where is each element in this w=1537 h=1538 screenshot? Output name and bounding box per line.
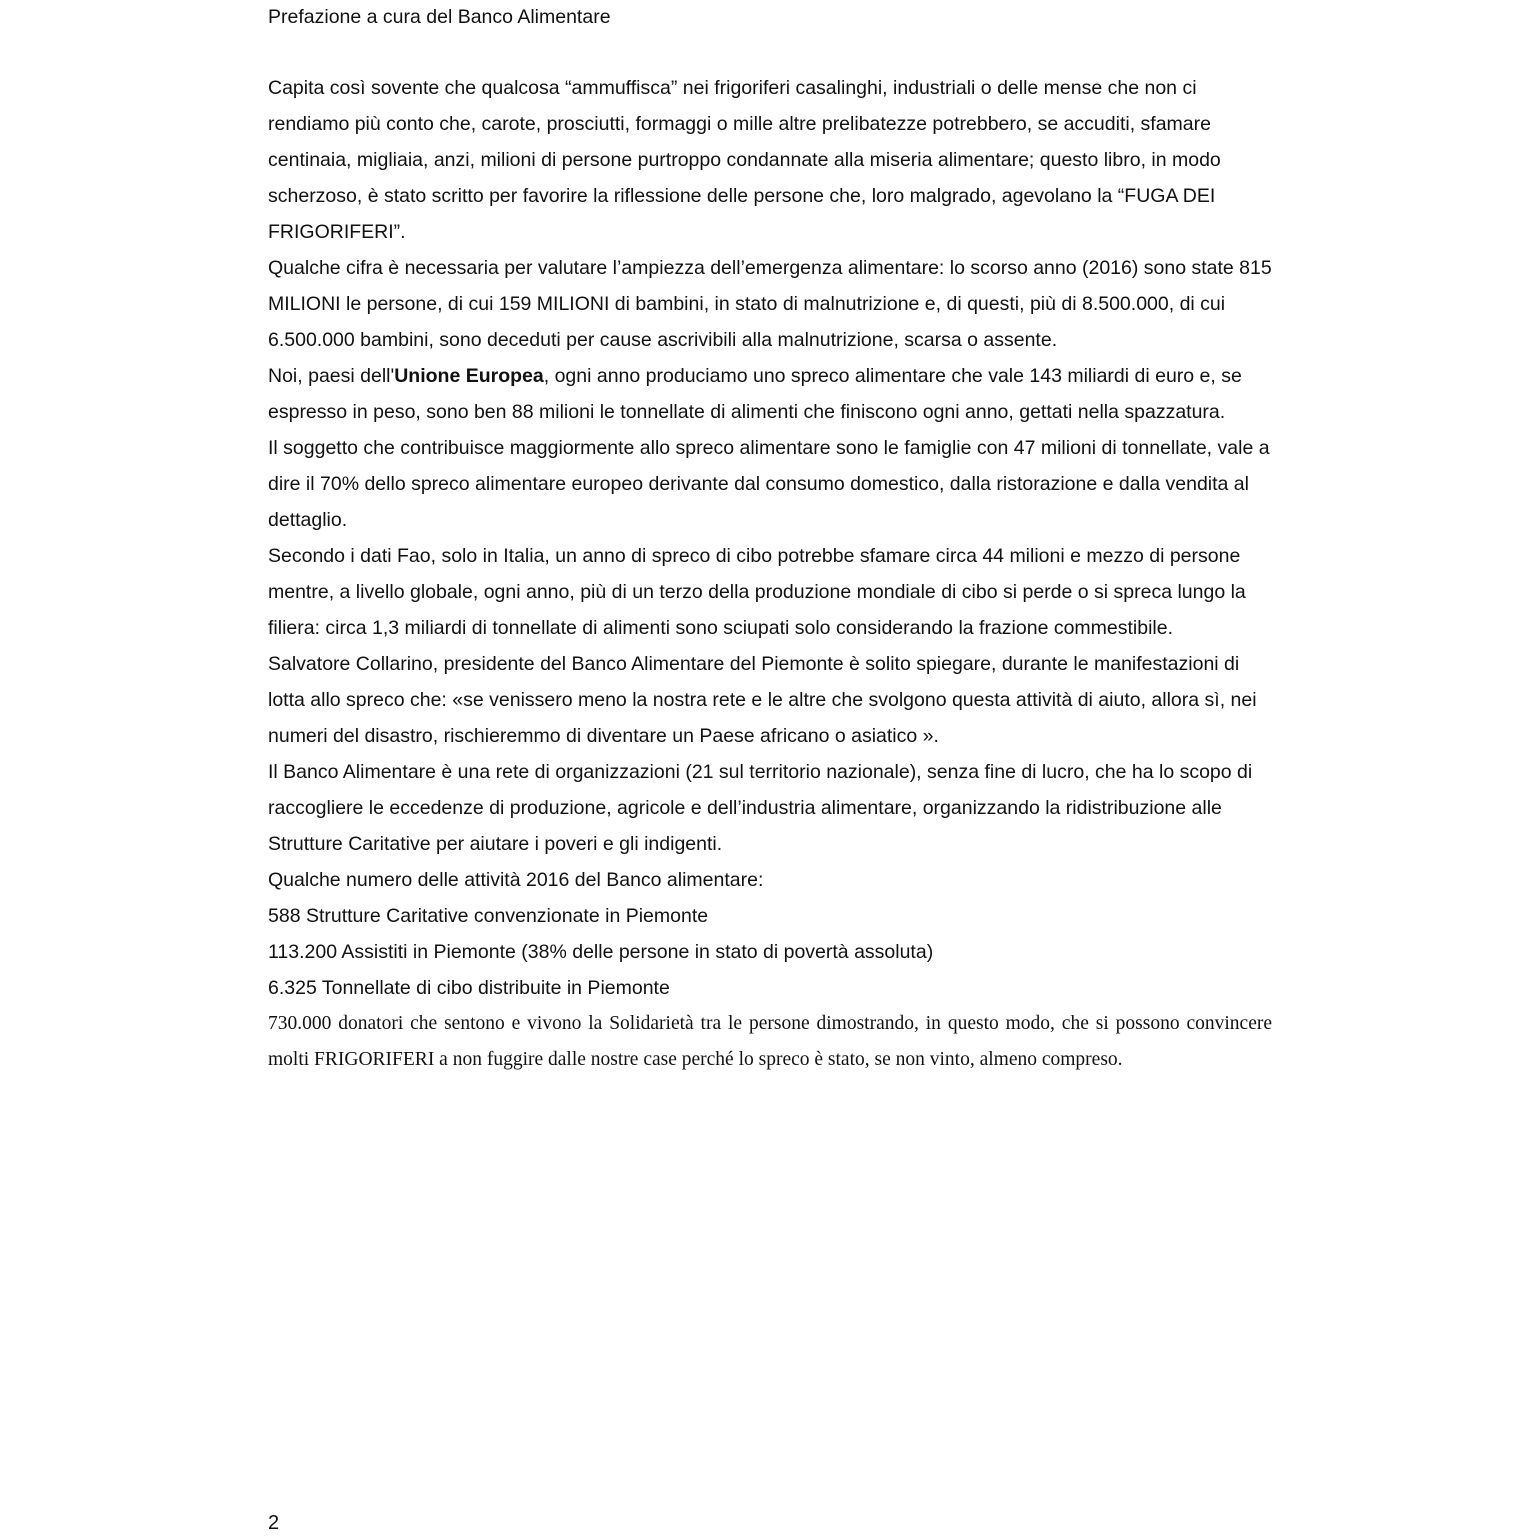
paragraph-eu-waste [268, 358, 1272, 430]
stat-structures: 588 Strutture Caritative convenzionate in Piemonte [268, 905, 709, 927]
page-number: 2 [268, 1512, 280, 1534]
paragraph-closing: 730.000 donatori che sentono e vivono la Solidarietà tra le persone dimostrando, in questo modo, che si possono convincere molti FRIGORIFERI a non fuggire dalle nostre case perché lo spreco è stato, se non vinto, almeno compreso. [268, 1013, 1272, 1070]
paragraph-collarino-quote: Salvatore Collarino, presidente del Banco Alimentare del Piemonte è solito spiegare, durante le manifestazioni di lotta allo spreco che: «se venissero meno la nostra rete e le altre che svolgono questa attività di aiuto, allora sì, nei numeri del disastro, rischieremmo di diventare un Paese africano o asiatico ». [268, 653, 1257, 747]
paragraph-intro: Capita così sovente che qualcosa “ammuffisca” nei frigoriferi casalinghi, industriali o delle mense che non ci rendiamo più conto che, carote, prosciutti, formaggi o mille altre prelibatezze potrebbero, se accuditi, sfamare centinaia, migliaia, anzi, milioni di persone purtroppo condannate alla miseria alimentare; questo libro, in modo scherzoso, è stato scritto per favorire la riflessione delle persone che, loro malgrado, agevolano la “FUGA DEI FRIGORIFERI”. [268, 77, 1221, 243]
stat-assisted: 113.200 Assistiti in Piemonte (38% delle persone in stato di povertà assoluta) [268, 941, 934, 963]
paragraph-eu-waste-end: , ogni anno produciamo uno spreco alimentare che vale 143 miliardi di euro e, se espresso in peso, sono ben 88 milioni le tonnellate di alimenti che finiscono ogni anno, gettati nella spazzatura. [268, 365, 1242, 423]
paragraph-fao-data: Secondo i dati Fao, solo in Italia, un anno di spreco di cibo potrebbe sfamare circa 44 milioni e mezzo di persone mentre, a livello globale, ogni anno, più di un terzo della produzione mondiale di cibo si perde o si spreca lungo la filiera: circa 1,3 miliardi di tonnellate di alimenti sono sciupati solo considerando la frazione commestibile. [268, 545, 1246, 639]
paragraph-eu-waste-start: Noi, paesi dell' [268, 365, 395, 387]
stat-tonnes: 6.325 Tonnellate di cibo distribuite in Piemonte [268, 977, 670, 999]
eu-bold-term: Unione Europea [394, 365, 544, 387]
paragraph-families: Il soggetto che contribuisce maggiormente allo spreco alimentare sono le famiglie con 47 milioni di tonnellate, vale a dire il 70% dello spreco alimentare europeo derivante dal consumo domestico, dalla ristorazione e dalla vendita al dettaglio. [268, 437, 1270, 531]
paragraph-hunger-figures: Qualche cifra è necessaria per valutare l’ampiezza dell’emergenza alimentare: lo scorso anno (2016) sono state 815 MILIONI le persone, di cui 159 MILIONI di bambini, in stato di malnutrizione e, di questi, più di 8.500.000, di cui 6.500.000 bambini, sono deceduti per cause ascrivibili alla malnutrizione, scarsa o assente. [268, 257, 1272, 351]
paragraph-banco-description: Il Banco Alimentare è una rete di organizzazioni (21 sul territorio nazionale), senza fine di lucro, che ha lo scopo di raccogliere le eccedenze di produzione, agricole e dell’industria alimentare, organizzando la ridistribuzione alle Strutture Caritative per aiutare i poveri e gli indigenti. [268, 761, 1253, 855]
paragraph-stats-intro: Qualche numero delle attività 2016 del Banco alimentare: [268, 869, 764, 891]
document-body [268, 70, 1272, 1078]
page-header-title: Prefazione a cura del Banco Alimentare [268, 6, 611, 28]
